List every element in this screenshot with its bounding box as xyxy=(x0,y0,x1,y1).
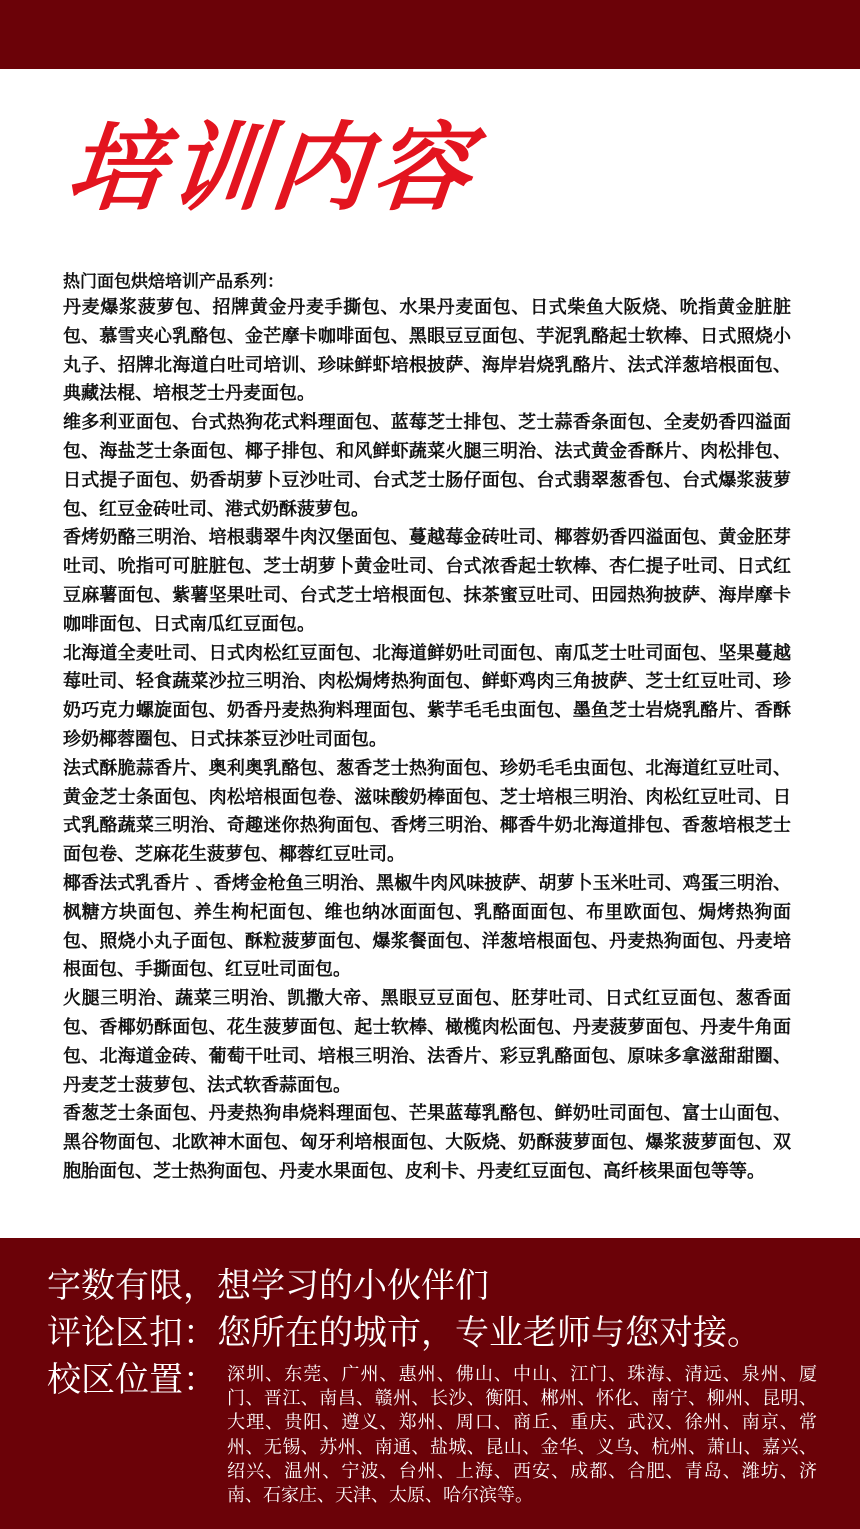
page-title: 培训内容 xyxy=(62,112,482,224)
cta-line-2: 评论区扣：您所在的城市，专业老师与您对接。 xyxy=(47,1313,761,1353)
product-paragraph-3: 香烤奶酪三明治、培根翡翠牛肉汉堡面包、蔓越莓金砖吐司、椰蓉奶香四溢面包、黄金胚芽吐司、吮指可可脏脏包、芝士胡萝卜黄金吐司、台式浓香起士软棒、杏仁提子吐司、日式红豆麻薯面包、紫薯坚果吐司、台式芝士培根面包、抹茶蜜豆吐司、田园热狗披萨、海岸摩卡咖啡面包、日式南瓜红豆面包。 xyxy=(63,527,791,635)
top-banner xyxy=(0,0,860,69)
product-paragraph-1: 丹麦爆浆菠萝包、招牌黄金丹麦手撕包、水果丹麦面包、日式柴鱼大阪烧、吮指黄金脏脏包、慕雪夹心乳酪包、金芒摩卡咖啡面包、黑眼豆豆面包、芋泥乳酪起士软棒、日式照烧小丸子、招牌北海道白吐司培训、珍味鲜虾培根披萨、海岸岩烧乳酪片、法式洋葱培根面包、典藏法棍、培根芝士丹麦面包。 xyxy=(63,297,791,405)
product-paragraph-7: 火腿三明治、蔬菜三明治、凯撒大帝、黑眼豆豆面包、胚芽吐司、日式红豆面包、葱香面包、香椰奶酥面包、花生菠萝面包、起士软棒、橄榄肉松面包、丹麦菠萝面包、丹麦牛角面包、北海道金砖、葡萄干吐司、培根三明治、法香片、彩豆乳酪面包、原味多拿滋甜甜圈、丹麦芝士菠萝包、法式软香蒜面包。 xyxy=(63,988,791,1096)
content-intro: 热门面包烘焙培训产品系列： xyxy=(63,272,284,292)
footer-banner xyxy=(0,1238,860,1529)
course-content xyxy=(63,270,791,1187)
product-paragraph-2: 维多利亚面包、台式热狗花式料理面包、蓝莓芝士排包、芝士蒜香条面包、全麦奶香四溢面包、海盐芝士条面包、椰子排包、和风鲜虾蔬菜火腿三明治、法式黄金香酥片、肉松排包、日式提子面包、奶香胡萝卜豆沙吐司、台式芝士肠仔面包、台式翡翠葱香包、台式爆浆菠萝包、红豆金砖吐司、港式奶酥菠萝包。 xyxy=(63,412,791,520)
product-paragraph-4: 北海道全麦吐司、日式肉松红豆面包、北海道鲜奶吐司面包、南瓜芝士吐司面包、坚果蔓越莓吐司、轻食蔬菜沙拉三明治、肉松焗烤热狗面包、鲜虾鸡肉三角披萨、芝士红豆吐司、珍奶巧克力螺旋面包、奶香丹麦热狗料理面包、紫芋毛毛虫面包、墨鱼芝士岩烧乳酪片、香酥珍奶椰蓉圈包、日式抹茶豆沙吐司面包。 xyxy=(63,642,791,750)
product-paragraph-5: 法式酥脆蒜香片、奥利奥乳酪包、葱香芝士热狗面包、珍奶毛毛虫面包、北海道红豆吐司、黄金芝士条面包、肉松培根面包卷、滋味酸奶棒面包、芝士培根三明治、肉松红豆吐司、日式乳酪蔬菜三明治、奇趣迷你热狗面包、香烤三明治、椰香牛奶北海道排包、香葱培根芝士面包卷、芝麻花生菠萝包、椰蓉红豆吐司。 xyxy=(63,757,791,866)
cta-line-1: 字数有限，想学习的小伙伴们 xyxy=(47,1266,489,1306)
product-paragraph-6: 椰香法式乳香片 、香烤金枪鱼三明治、黑椒牛肉风味披萨、胡萝卜玉米吐司、鸡蛋三明治、枫糖方块面包、养生枸杞面包、维也纳冰面面包、乳酪面面包、布里欧面包、焗烤热狗面包、照烧小丸子面包、酥粒菠萝面包、爆浆餐面包、洋葱培根面包、丹麦热狗面包、丹麦培根面包、手撕面包、红豆吐司面包。 xyxy=(63,872,791,981)
product-paragraph-8: 香葱芝士条面包、丹麦热狗串烧料理面包、芒果蓝莓乳酪包、鲜奶吐司面包、富士山面包、黑谷物面包、北欧神木面包、匈牙利培根面包、大阪烧、奶酥菠萝面包、爆浆菠萝面包、双胞胎面包、芝士热狗面包、丹麦水果面包、皮利卡、丹麦红豆面包、高纤核果面包等等。 xyxy=(63,1103,791,1182)
campus-cities: 深圳、东莞、广州、惠州、佛山、中山、江门、珠海、清远、泉州、厦门、晋江、南昌、赣州、长沙、衡阳、郴州、怀化、南宁、柳州、昆明、大理、贵阳、遵义、郑州、周口、商丘、重庆、武汉、徐州、南京、常州、无锡、苏州、南通、盐城、昆山、金华、义乌、杭州、萧山、嘉兴、绍兴、温州、宁波、台州、上海、西安、成都、合肥、青岛、潍坊、济南、石家庄、天津、太原、哈尔滨等。 xyxy=(227,1364,817,1507)
campus-label: 校区位置： xyxy=(47,1360,217,1400)
